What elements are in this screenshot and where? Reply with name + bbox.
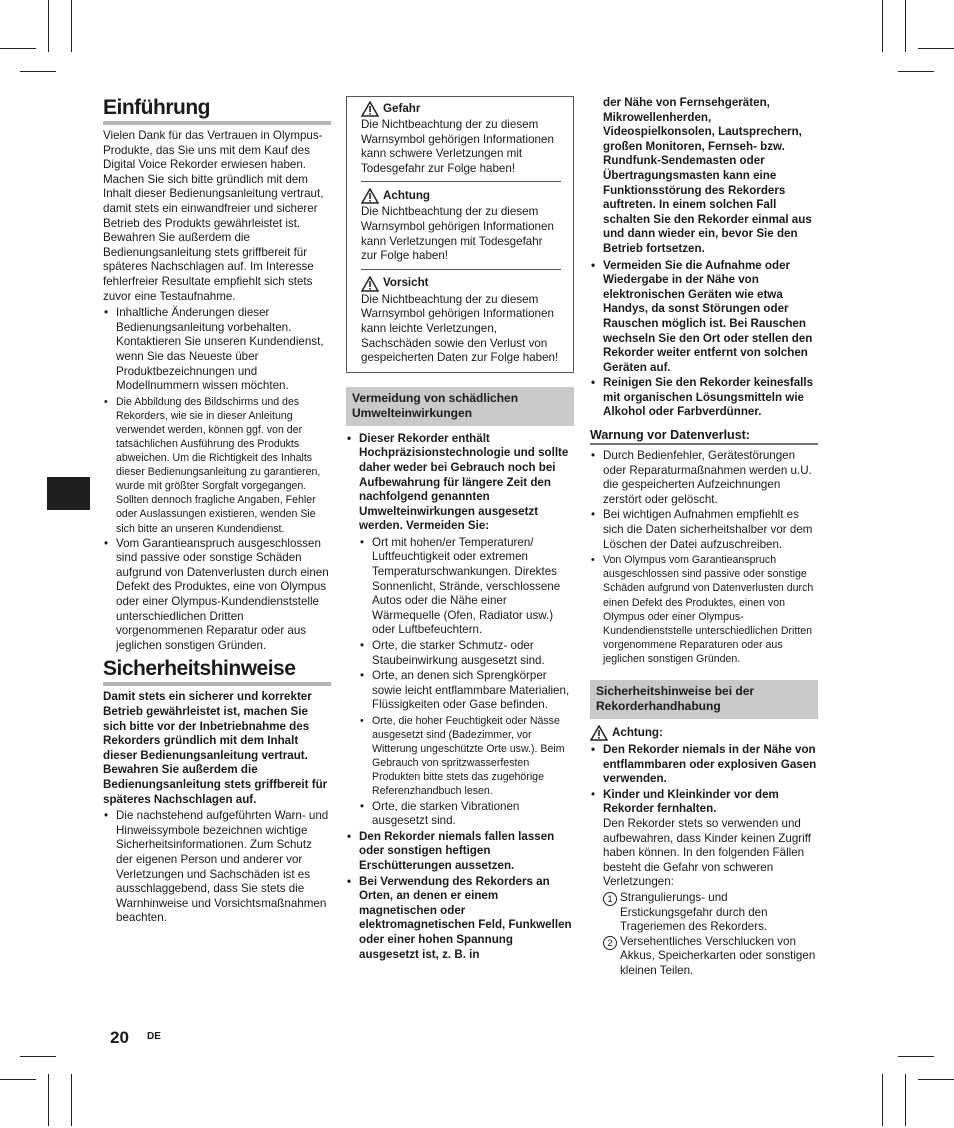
heading-einfuehrung: Einführung bbox=[103, 96, 331, 125]
section-tab-marker bbox=[47, 477, 90, 510]
list-item: • Bei wichtigen Aufnahmen empfiehlt es sich die Daten sicherheitshalber vor dem Löschen der Datei aufzuschreiben. bbox=[590, 508, 818, 552]
heading-datenverlust: Warnung vor Datenverlust: bbox=[590, 428, 818, 445]
warning-triangle-icon bbox=[361, 101, 379, 117]
warning-triangle-icon bbox=[590, 725, 608, 741]
warning-text: Die Nichtbeachtung der zu diesem Warnsymbol gehörigen Informationen kann leichte Verletzungen, Sachschäden sowie den Verlust von gespeicherten Daten zur Folge haben! bbox=[361, 292, 559, 365]
list-item: • Ort mit hohen/er Temperaturen/ Luftfeuchtigkeit oder extremen Temperaturschwankungen. Direktes Sonnenlicht, Strände, verschlossene Autos oder die Nähe einer Wärmequelle (Ofen, Radiator usw.) oder Luftbefeuchtern. bbox=[359, 536, 574, 638]
crop-mark bbox=[48, 1074, 49, 1126]
warning-symbol-box bbox=[346, 96, 574, 373]
list-item: • Die nachstehend aufgeführten Warn- und Hinweissymbole bezeichnen wichtige Sicherheitsinformationen. Zum Schutz der eigenen Person und anderer vor Verletzungen und Sachschäden ist es ausschlaggebend, dass Sie stets die Warnhinweise und Vorsichtsmaßnahmen beachten. bbox=[103, 809, 331, 926]
warning-danger bbox=[361, 101, 561, 182]
warning-caution bbox=[361, 188, 561, 269]
list-item: • Von Olympus vom Garantieanspruch ausgeschlossen sind passive oder sonstige Schäden aufgrund von Datenverlusten durch einen Defekt des Produktes, einen von Olympus oder einer Olympus- Kundendienststelle unterschiedlichen Dritten vorgenommene Reparaturen oder aus jeglichen sonstigen Gründen. bbox=[590, 553, 818, 666]
safety-intro: Damit stets ein sicherer und korrekter Betrieb gewährleistet ist, machen Sie sich bitte vor der Inbetriebnahme des Rekorders gründlich mit dem Inhalt dieser Bedienungsanleitung vertraut. Bewahren Sie außerdem die Bedienungsanleitung stets griffbereit für späteres Nachschlagen auf. bbox=[103, 690, 328, 806]
warning-triangle-icon bbox=[361, 276, 379, 292]
list-item: • Den Rekorder niemals fallen lassen oder sonstigen heftigen Erschütterungen aussetzen. bbox=[346, 830, 574, 874]
warning-label: Vorsicht bbox=[383, 276, 429, 290]
numbered-item: 2 Versehentliches Verschlucken von Akkus, Speicherkarten oder sonstigen kleinen Teilen. bbox=[603, 935, 818, 979]
crop-mark bbox=[71, 1074, 72, 1126]
heading-sicherheitshinweise: Sicherheitshinweise bbox=[103, 657, 331, 686]
environment-bullets bbox=[346, 432, 574, 962]
crop-mark bbox=[71, 0, 72, 52]
list-item: • Reinigen Sie den Rekorder keinesfalls mit organischen Lösungsmitteln wie Alkohol oder Farbverdünner. bbox=[590, 376, 818, 420]
list-item: • Vom Garantieanspruch ausgeschlossen sind passive oder sonstige Schäden aufgrund von Datenverlusten durch einen Defekt des Produktes, eine von Olympus oder einer Olympus-Kundendienststelle unterschiedlichen Dritten vorgenommenen Reparatur oder aus jeglichen sonstigen Gründen. bbox=[103, 537, 331, 654]
list-item: • Orte, die starker Schmutz- oder Staubeinwirkung ausgesetzt sind. bbox=[359, 639, 574, 668]
crop-mark bbox=[898, 1056, 934, 1057]
crop-mark bbox=[0, 1079, 36, 1080]
warning-label: Gefahr bbox=[383, 101, 421, 115]
intro-paragraph: Vielen Dank für das Vertrauen in Olympus-Produkte, das Sie uns mit dem Kauf des Digital Voice Rekorder erwiesen haben. Machen Sie sich bitte gründlich mit dem Inhalt dieser Bedienungsanleitung vertraut, damit stets ein einwandfreier und sicherer Betrieb des Produkts gewährleistet ist. Bewahren Sie außerdem die Bedienungsanleitung stets griffbereit für späteres Nachschlagen auf. Im Interesse fehlerfreier Resultate empfiehlt sich stets zuvor eine Testaufnahme. bbox=[103, 129, 324, 303]
data-loss-bullets bbox=[590, 449, 818, 666]
crop-mark bbox=[898, 71, 934, 72]
list-item: • Kinder und Kleinkinder vor dem Rekorder fernhalten. Den Rekorder stets so verwenden und aufbewahren, dass Kinder keinen Zugriff haben können. In den folgenden Fällen besteht die Gefahr von schweren Verletzungen: bbox=[590, 788, 818, 890]
list-item: • Orte, an denen sich Sprengkörper sowie leicht entflammbare Materialien, Flüssigkeiten oder Gase befinden. bbox=[359, 669, 574, 713]
warning-label: Achtung bbox=[383, 189, 431, 203]
crop-mark bbox=[20, 71, 56, 72]
language-code: DE bbox=[147, 1031, 161, 1042]
list-item: • Vermeiden Sie die Aufnahme oder Wiedergabe in der Nähe von elektronischen Geräten wie etwa Handys, da sonst Störungen oder Rauschen möglich ist. Bei Rauschen wechseln Sie den Ort oder stellen den Rekorder weiter entfernt von solchen Geräten auf. bbox=[590, 259, 818, 376]
warning-text: Die Nichtbeachtung der zu diesem Warnsymbol gehörigen Informationen kann Verletzungen mit Todesgefahr zur Folge haben! bbox=[361, 205, 554, 263]
list-item: • Die Abbildung des Bildschirms und des Rekorders, wie sie in dieser Anleitung verwendet werden, können ggf. von der tatsächlichen Ausführung des Produkts abweichen. Um die Richtigkeit des Inhalts dieser Bedienungsanleitung zu garantieren, wurde mit größter Sorgfalt vorgegangen. Sollten dennoch fragliche Angaben, Fehler oder Auslassungen existieren, wenden Sie sich bitte an unseren Kundendienst. bbox=[103, 395, 331, 536]
handling-bullets bbox=[590, 743, 818, 890]
crop-mark bbox=[48, 0, 49, 52]
warning-triangle-icon bbox=[361, 188, 379, 204]
caution-heading bbox=[590, 725, 818, 741]
warning-text: Die Nichtbeachtung der zu diesem Warnsymbol gehörigen Informationen kann schwere Verletzungen mit Todesgefahr zur Folge haben! bbox=[361, 118, 554, 175]
crop-mark bbox=[905, 1074, 906, 1126]
crop-mark bbox=[918, 1079, 954, 1080]
crop-mark bbox=[20, 1056, 56, 1057]
column-right bbox=[590, 96, 818, 978]
column-left bbox=[103, 96, 331, 927]
numbered-item: 1 Strangulierungs- und Erstickungsgefahr durch den Trageriemen des Rekorders. bbox=[603, 891, 818, 935]
caution-label: Achtung: bbox=[612, 725, 663, 739]
crop-mark bbox=[882, 0, 883, 52]
list-item: • Den Rekorder niemals in der Nähe von entflammbaren oder explosiven Gasen verwenden. bbox=[590, 743, 818, 787]
circled-number: 1 bbox=[603, 892, 617, 906]
section-bar-umwelt: Vermeidung von schädlichen Umwelteinwirkungen bbox=[346, 387, 574, 426]
crop-mark bbox=[905, 0, 906, 52]
circled-number: 2 bbox=[603, 936, 617, 950]
column-middle bbox=[346, 96, 574, 963]
section-bar-handhabung: Sicherheitshinweise bei der Rekorderhandhabung bbox=[590, 680, 818, 719]
list-item: • Orte, die hoher Feuchtigkeit oder Nässe ausgesetzt sind (Badezimmer, vor Witterung ungeschützte Orte usw.). Beim Gebrauch von spritzwasserfesten Produkten bitte stets das zugehörige Referenzhandbuch lesen. bbox=[359, 714, 574, 799]
safety-bullets bbox=[103, 809, 331, 926]
environment-sub-bullets bbox=[359, 536, 574, 829]
crop-mark bbox=[0, 48, 36, 49]
list-item: • Bei Verwendung des Rekorders an Orten, an denen er einem magnetischen oder elektromagnetischen Feld, Funkwellen oder einer hohen Spannung ausgesetzt ist, z. B. in bbox=[346, 875, 574, 963]
environment-bullets-continued bbox=[590, 259, 818, 421]
list-item: • Orte, die starken Vibrationen ausgesetzt sind. bbox=[359, 800, 574, 829]
list-item: • Inhaltliche Änderungen dieser Bedienungsanleitung vorbehalten. Kontaktieren Sie unseren Kundendienst, wenn Sie das Neueste über Produktbezeichnungen und Modellnummern wissen möchten. bbox=[103, 306, 331, 394]
list-item: • Dieser Rekorder enthält Hochpräzisionstechnologie und sollte daher weder bei Gebrauch noch bei Aufbewahrung für längere Zeit den nachfolgend genannten Umwelteinwirkungen ausgesetzt werden. Vermeiden Sie: • Ort mit hohen/er Temperaturen/ Luftfeuchtigkeit oder extremen Temperaturschwankungen. Direktes Sonnenlicht, Strände, verschlossene Autos oder die Nähe einer Wärmequelle (Ofen, Radiator usw.) oder Luftbefeuchtern. • Orte, die starker Schmutz- oder Staubeinwirkung ausgesetzt sind. • Orte, an denen sich Sprengkörper sowie leicht entflammbare Materialien, Flüssigkeiten oder Gase befinden. • Orte, die hoher Feuchtigkeit oder Nässe ausgesetzt sind (Badezimmer, vor Witterung ungeschützte Orte usw.). Beim Gebrauch von spritzwasserfesten Produkten bitte stets das zugehörige Referenzhandbuch lesen. • Orte, die starken Vibrationen ausgesetzt sind. bbox=[346, 432, 574, 829]
page-number: 20 bbox=[110, 1028, 129, 1047]
crop-mark bbox=[882, 1074, 883, 1126]
crop-mark bbox=[918, 48, 954, 49]
warning-notice bbox=[361, 276, 561, 366]
list-item: • Durch Bedienfehler, Gerätestörungen oder Reparaturmaßnahmen werden u.U. die gespeicherten Aufzeichnungen zerstört oder gelöscht. bbox=[590, 449, 818, 507]
intro-bullets bbox=[103, 306, 331, 653]
continued-text: der Nähe von Fernsehgeräten, Mikrowellenherden, Videospielkonsolen, Lautsprechern, großen Monitoren, Fernseh- bzw. Rundfunk-Sendemasten oder Übertragungsmasten kann eine Funktionsstörung des Rekorders auftreten. In einem solchen Fall schalten Sie den Rekorder einmal aus und dann wieder ein, bevor Sie den Betrieb fortsetzen. bbox=[603, 96, 812, 255]
